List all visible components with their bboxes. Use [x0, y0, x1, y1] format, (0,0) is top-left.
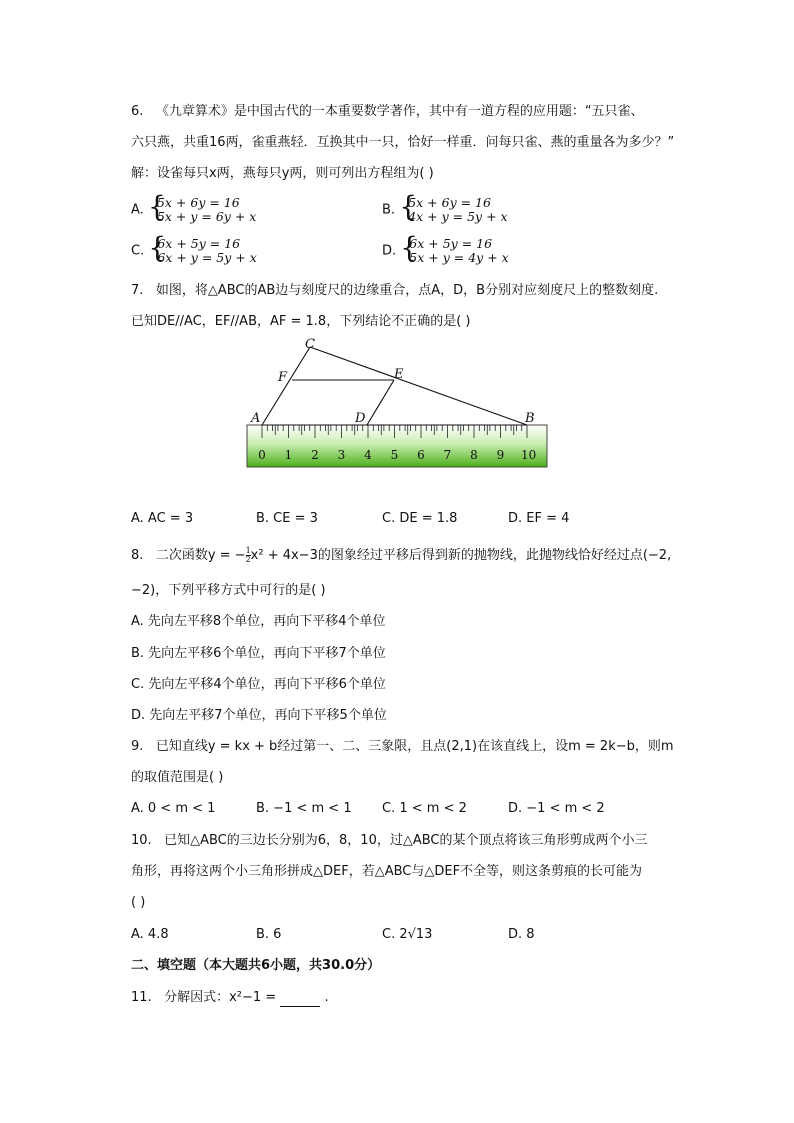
q10-line1 — [131, 832, 648, 850]
q10-line3: ( ) — [131, 895, 146, 910]
side-cb — [310, 347, 527, 425]
q10-text-line1: 已知△ABC的三边长分别为6，8，10，过△ABC的某个顶点将该三角形剪成两个小三 — [164, 833, 648, 848]
q10-line2: 角形，再将这两个小三角形拼成△DEF，若△ABC与△DEF不全等，则这条剪痕的长可能为 — [131, 864, 643, 879]
q8-number: 8. — [131, 548, 144, 563]
ruler-tick-label: 6 — [417, 448, 425, 462]
q6-option-c[interactable]: C. { 6x + 5y = 16 6x + y = 5y + x — [131, 231, 257, 265]
q6-option-d[interactable]: D. { 6x + 5y = 16 5x + y = 4y + x — [382, 231, 509, 265]
ruler-tick-label: 1 — [284, 448, 293, 462]
ruler-tick-label: 10 — [521, 448, 537, 462]
q11-text: 分解因式：x²−1 = — [164, 990, 277, 1005]
ruler-tick-label: 7 — [443, 448, 452, 462]
q9-option-a[interactable]: A. 0 < m < 1 — [131, 801, 216, 816]
section-heading: 二、填空题（本大题共6小题，共30.0分） — [131, 958, 381, 973]
equation-system: { 6x + 5y = 16 6x + y = 5y + x — [148, 231, 257, 265]
ruler-tick-label: 5 — [390, 448, 399, 462]
equation-system: { 5x + 6y = 16 5x + y = 6y + x — [147, 190, 257, 224]
q10-option-b[interactable]: B. 6 — [256, 927, 282, 942]
ruler-tick-label: 4 — [364, 448, 372, 462]
segment-de — [367, 380, 394, 425]
q10-option-a[interactable]: A. 4.8 — [131, 927, 169, 942]
q6-line1 — [131, 103, 644, 121]
q9-text-line1: 已知直线y = kx + b经过第一、二、三象限，且点(2,1)在该直线上，设m = 2k−b，则m — [155, 739, 674, 754]
ruler-tick-label: 9 — [496, 448, 505, 462]
q7-line2: 已知DE//AC，EF//AB，AF = 1.8，下列结论不正确的是( ) — [131, 314, 471, 329]
equation-system: { 6x + 5y = 16 5x + y = 4y + x — [400, 231, 509, 265]
q8-option-c[interactable]: C. 先向左平移4个单位，再向下平移6个单位 — [131, 677, 386, 692]
point-label-e: E — [394, 367, 404, 382]
ruler-tick-label: 3 — [337, 448, 346, 462]
point-label-f: F — [278, 370, 288, 385]
q9-option-c[interactable]: C. 1 < m < 2 — [382, 801, 467, 816]
q9-option-d[interactable]: D. −1 < m < 2 — [508, 801, 605, 816]
ruler-tick-label: 2 — [311, 448, 319, 462]
answer-blank[interactable] — [280, 993, 320, 1007]
q7-option-d[interactable]: D. EF = 4 — [508, 511, 570, 526]
ruler-tick-label: 8 — [470, 448, 478, 462]
q7-option-c[interactable]: C. DE = 1.8 — [382, 511, 458, 526]
q7-option-b[interactable]: B. CE = 3 — [256, 511, 318, 526]
q11-number: 11. — [131, 990, 152, 1005]
equation-system: { 5x + 6y = 16 4x + y = 5y + x — [399, 190, 508, 224]
q10-option-d[interactable]: D. 8 — [508, 927, 535, 942]
q7-text-line1: 如图，将△ABC的AB边与刻度尺的边缘重合，点A，D，B分别对应刻度尺上的整数刻度. — [155, 283, 659, 298]
q6-line2: 六只燕，共重16两，雀重燕轻．互换其中一只，恰好一样重．问每只雀、燕的重量各为多少？” — [131, 135, 675, 150]
q9-number: 9. — [131, 739, 144, 754]
q8-option-b[interactable]: B. 先向左平移6个单位，再向下平移7个单位 — [131, 646, 386, 661]
q6-line3: 解：设雀每只x两，燕每只y两，则可列出方程组为( ) — [131, 166, 434, 181]
q11-line: 11. 分解因式：x²−1 = . — [131, 990, 329, 1005]
q6-option-b[interactable]: B. { 5x + 6y = 16 4x + y = 5y + x — [382, 190, 508, 224]
point-label-d: D — [355, 411, 366, 426]
q8-option-a[interactable]: A. 先向左平移8个单位，再向下平移4个单位 — [131, 614, 386, 629]
q10-number: 10. — [131, 833, 152, 848]
q6-text-line1: 《九章算术》是中国古代的一本重要数学著作，其中有一道方程的应用题：“五只雀、 — [155, 104, 644, 119]
q7-option-a[interactable]: A. AC = 3 — [131, 511, 194, 526]
q6-number: 6. — [131, 104, 144, 119]
ruler-tick-label: 0 — [258, 448, 266, 462]
side-ac — [262, 347, 310, 425]
q8-option-d[interactable]: D. 先向左平移7个单位，再向下平移5个单位 — [131, 708, 387, 723]
q9-line1 — [131, 738, 674, 756]
q9-option-b[interactable]: B. −1 < m < 1 — [256, 801, 352, 816]
point-label-a: A — [251, 411, 261, 426]
q7-number: 7. — [131, 283, 144, 298]
q7-line1 — [131, 282, 658, 300]
fraction-one-half: $\frac{1}{2}$ — [245, 546, 251, 564]
q10-option-c[interactable]: C. 2√13 — [382, 927, 433, 942]
point-label-b: B — [525, 411, 535, 426]
q8-line1: 8. 二次函数y = − $\frac{1}{2}$ x² + 4x−3的图象经过平移后得到新的抛物线，此抛物线恰好经过点(−2, — [131, 546, 672, 564]
triangle-ruler-figure — [0, 333, 794, 513]
q9-line2: 的取值范围是( ) — [131, 770, 224, 785]
q8-line2: −2)，下列平移方式中可行的是( ) — [131, 583, 326, 598]
point-label-c: C — [305, 337, 315, 352]
q6-option-a[interactable]: A. { 5x + 6y = 16 5x + y = 6y + x — [131, 190, 257, 224]
